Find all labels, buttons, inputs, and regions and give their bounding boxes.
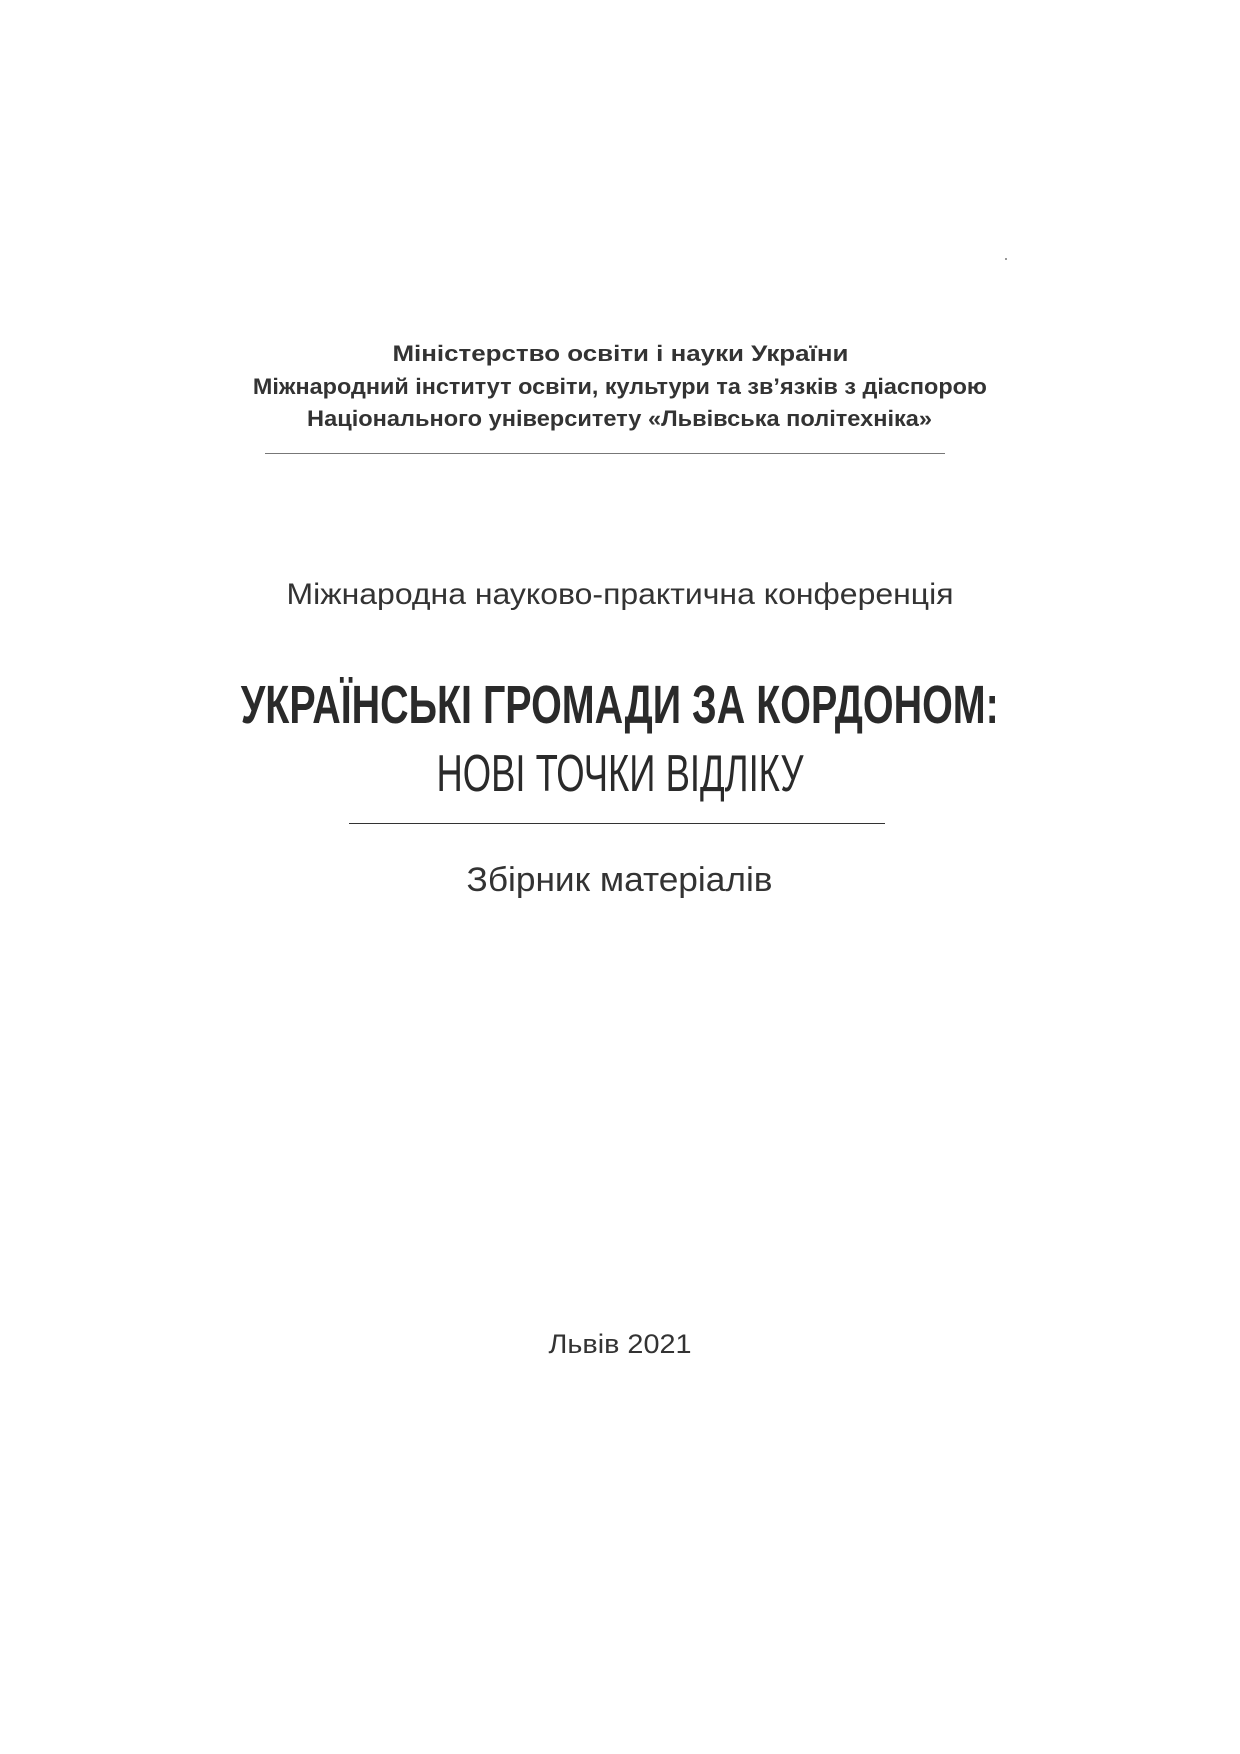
subtitle: Збірник матеріалів [467, 861, 773, 899]
header-divider [265, 453, 945, 454]
conference-type: Міжнародна науково-практична конференція [286, 578, 954, 611]
header-institute: Міжнародний інститут освіти, культури та зв’язків з діаспорою [253, 374, 987, 399]
speck [1005, 258, 1007, 260]
header-ministry: Міністерство освіти і науки України [391, 341, 848, 366]
imprint-place-year: Львів 2021 [548, 1329, 692, 1359]
title-line-1: УКРАЇНСЬКІ ГРОМАДИ ЗА КОРДОНОМ: [241, 675, 999, 735]
title-line-2: НОВІ ТОЧКИ ВІДЛІКУ [436, 745, 804, 803]
header-university: Національного університету «Львівська політехніка» [307, 406, 933, 431]
title-divider [349, 823, 885, 824]
